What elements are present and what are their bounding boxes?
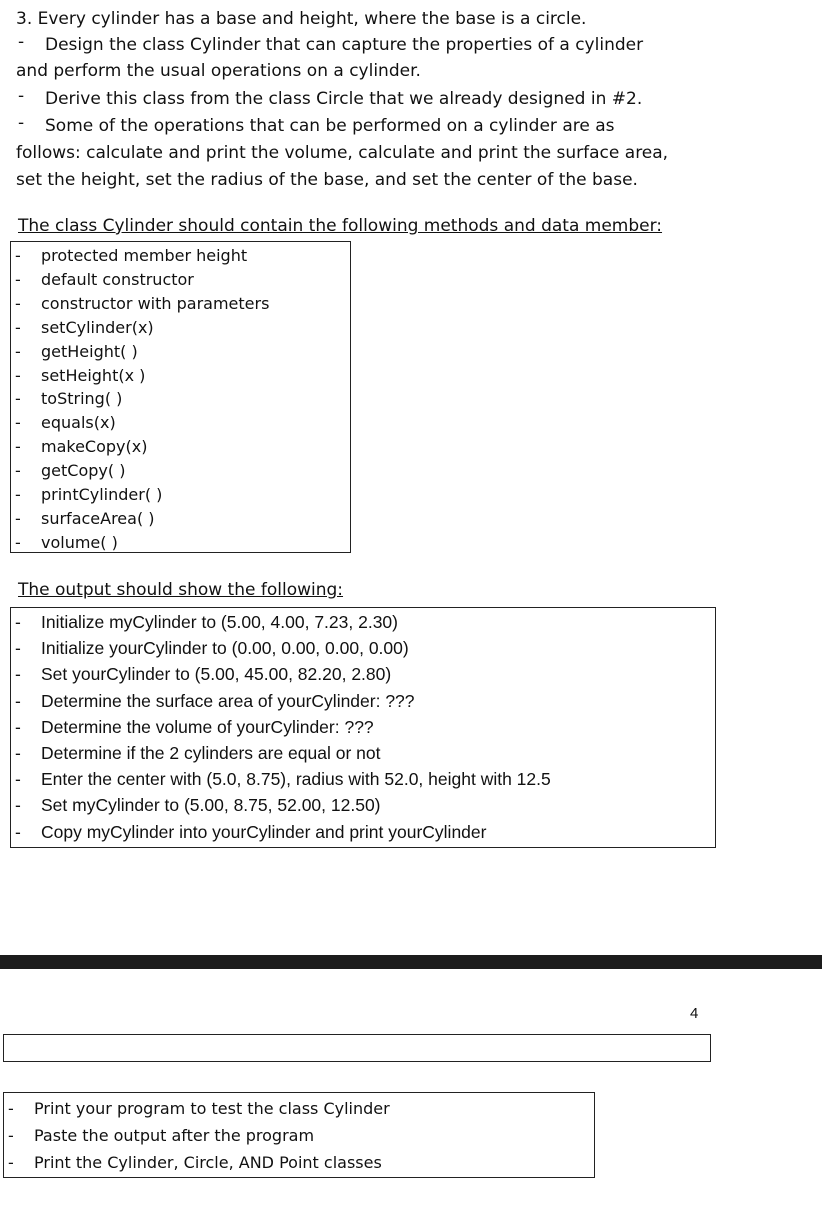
method-item: - printCylinder( ) (11, 483, 350, 507)
methods-list (11, 242, 350, 555)
method-item: - surfaceArea( ) (11, 507, 350, 531)
instruction-item: - Print the Cylinder, Circle, AND Point classes (4, 1149, 594, 1176)
method-item: - toString( ) (11, 387, 350, 411)
method-item: - getCopy( ) (11, 459, 350, 483)
method-item: - getHeight( ) (11, 340, 350, 364)
method-item: - protected member height (11, 244, 350, 268)
question-bullet-3b: follows: calculate and print the volume, calculate and print the surface area, (16, 143, 669, 163)
question-bullet-1a: Design the class Cylinder that can capture the properties of a cylinder (45, 35, 644, 55)
instruction-item: - Print your program to test the class Cylinder (4, 1095, 594, 1122)
methods-heading: The class Cylinder should contain the following methods and data member: (18, 216, 663, 236)
empty-box (3, 1034, 711, 1062)
method-item: - equals(x) (11, 411, 350, 435)
instruction-item: - Paste the output after the program (4, 1122, 594, 1149)
output-step: - Copy myCylinder into yourCylinder and print yourCylinder (11, 819, 715, 845)
output-step: - Initialize yourCylinder to (0.00, 0.00, 0.00, 0.00) (11, 635, 715, 661)
method-item: - volume( ) (11, 531, 350, 555)
method-item: - default constructor (11, 268, 350, 292)
question-bullet-3a: Some of the operations that can be performed on a cylinder are as (45, 116, 615, 136)
final-instructions-box (3, 1092, 595, 1178)
page-divider (0, 955, 822, 969)
question-bullet-1b: and perform the usual operations on a cylinder. (16, 61, 421, 81)
final-instructions-list (4, 1093, 594, 1176)
output-steps-list (11, 608, 715, 845)
bullet-dash: - (18, 32, 25, 52)
method-item: - constructor with parameters (11, 292, 350, 316)
output-step: - Initialize myCylinder to (5.00, 4.00, 7.23, 2.30) (11, 609, 715, 635)
output-step: - Determine the volume of yourCylinder: ??? (11, 714, 715, 740)
methods-box (10, 241, 351, 553)
bullet-dash: - (18, 113, 25, 133)
output-box (10, 607, 716, 848)
question-bullet-2: Derive this class from the class Circle that we already designed in #2. (45, 89, 643, 109)
question-bullet-3c: set the height, set the radius of the base, and set the center of the base. (16, 170, 638, 190)
output-step: - Determine if the 2 cylinders are equal or not (11, 740, 715, 766)
output-step: - Set myCylinder to (5.00, 8.75, 52.00, 12.50) (11, 792, 715, 818)
method-item: - setHeight(x ) (11, 364, 350, 388)
output-step: - Determine the surface area of yourCylinder: ??? (11, 688, 715, 714)
question-intro: 3. Every cylinder has a base and height, where the base is a circle. (16, 9, 587, 29)
output-step: - Enter the center with (5.0, 8.75), radius with 52.0, height with 12.5 (11, 766, 715, 792)
method-item: - setCylinder(x) (11, 316, 350, 340)
page-number: 4 (690, 1005, 699, 1022)
method-item: - makeCopy(x) (11, 435, 350, 459)
output-step: - Set yourCylinder to (5.00, 45.00, 82.20, 2.80) (11, 661, 715, 687)
bullet-dash: - (18, 86, 25, 106)
output-heading: The output should show the following: (18, 580, 344, 600)
